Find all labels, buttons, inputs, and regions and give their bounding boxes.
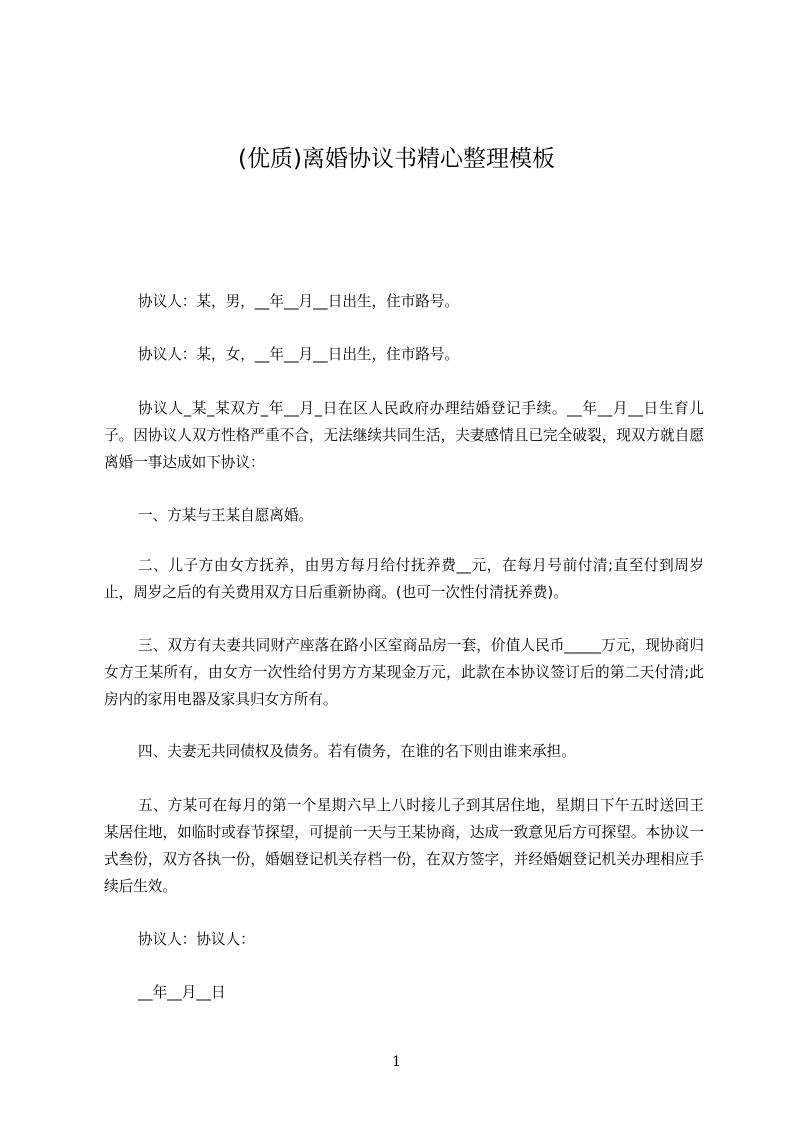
paragraph-clause-3: 三、双方有夫妻共同财产座落在路小区室商品房一套，价值人民币_____万元，现协商归女方王某所有，由女方一次性给付男方方某现金万元，此款在本协议签订后的第二天付清;此房内的家用电器及家具归女方所有。 xyxy=(104,637,704,708)
paragraph-background: 协议人_某_某双方_年__月_日在区人民政府办理结婚登记手续。__年__月__日生育儿子。因协议人双方性格严重不合，无法继续共同生活，夫妻感情且已完全破裂，现双方就自愿离婚一事达成如下协议： xyxy=(104,400,704,471)
date-line: __年__月__日 xyxy=(138,984,226,1001)
page-number: 1 xyxy=(392,1054,401,1070)
signature-line: 协议人：协议人： xyxy=(138,931,255,948)
paragraph-clause-1: 一、方某与王某自愿离婚。 xyxy=(138,507,314,524)
paragraph-clause-2: 二、儿子方由女方抚养，由男方每月给付抚养费__元，在每月号前付清;直至付到周岁止，周岁之后的有关费用双方日后重新协商。(也可一次性付清抚养费)。 xyxy=(104,557,704,601)
paragraph-party-female: 协议人：某，女，__年__月__日出生，住市路号。 xyxy=(138,346,460,363)
paragraph-clause-5: 五、方某可在每月的第一个星期六早上八时接儿子到其居住地，星期日下午五时送回王某居住地，如临时或春节探望，可提前一天与王某协商，达成一致意见后方可探望。本协议一式叁份，双方各执一份，婚姻登记机关存档一份，在双方签字，并经婚姻登记机关办理相应手续后生效。 xyxy=(104,797,704,895)
paragraph-party-male: 协议人：某，男，__年__月__日出生，住市路号。 xyxy=(138,293,460,310)
document-title: (优质)离婚协议书精心整理模板 xyxy=(238,146,555,172)
paragraph-clause-4: 四、夫妻无共同债权及债务。若有债务，在谁的名下则由谁来承担。 xyxy=(138,743,576,760)
